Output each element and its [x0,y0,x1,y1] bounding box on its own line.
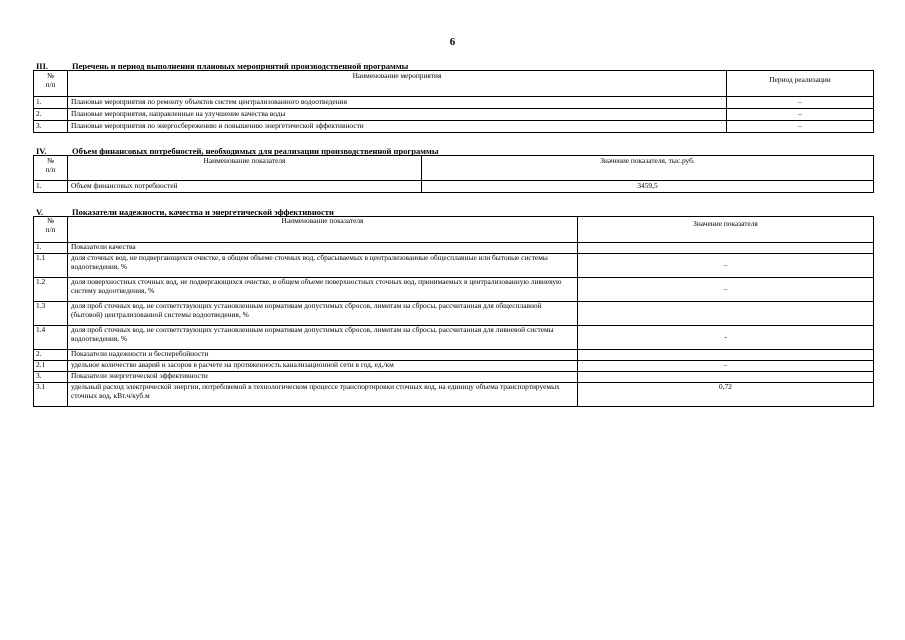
row-period: – [727,97,874,109]
section-5-number: V. [36,207,44,217]
row-num: 1.3 [34,302,68,326]
section-5-title: Показатели надежности, качества и энергетической эффективности [72,207,334,217]
header-period: Период реализации [727,71,874,97]
row-value: – [578,254,874,278]
section-3-title: Перечень и период выполнения плановых мероприятий производственной программы [72,61,409,71]
row-num: 3.1 [34,383,68,407]
section-4-title: Объем финансовых потребностей, необходимых для реализации производственной программы [72,146,439,156]
row-name: доля проб сточных вод, не соответствующих установленным нормативам допустимых сбросов, лимитам на сбросы, рассчитанная для общесплавной (бытовой) централизованной системы водоотведения, % [68,302,578,326]
row-num: 1. [34,243,68,254]
row-num: 2.1 [34,361,68,372]
row-num: 1.1 [34,254,68,278]
table-row [34,350,874,361]
section-5-table [33,216,874,407]
table-header-row [34,71,874,97]
table-row [34,97,874,109]
row-name: удельное количество аварий и засоров в расчете на протяженность канализационной сети в год, ед./км [68,361,578,372]
row-name: Плановые мероприятия по энергосбережению и повышению энергетической эффективности [68,121,727,133]
row-value [578,243,874,254]
row-value [578,350,874,361]
row-name: Объем финансовых потребностей [68,181,422,193]
table-row [34,383,874,407]
table-header-row [34,156,874,181]
row-name: доля поверхностных сточных вод, не подвергающихся очистке, в общем объеме поверхностных сточных вод, принимаемых в централизованную ливневую систему водоотведения, % [68,278,578,302]
row-name: Плановые мероприятия, направленные на улучшение качества воды [68,109,727,121]
row-name: Показатели качества [68,243,578,254]
section-4-table [33,155,874,193]
header-num: № п/п [34,71,68,97]
row-name: Показатели надежности и бесперебойности [68,350,578,361]
row-name: доля сточных вод, не подвергающихся очистке, в общем объеме сточных вод, сбрасываемых в централизованные общесплавные или бытовые системы водоотведения, % [68,254,578,278]
header-name: Наименование показателя [68,156,422,181]
section-3-number: III. [36,61,49,71]
table-row [34,121,874,133]
row-name: Плановые мероприятия по ремонту объектов систем централизованного водоотведения [68,97,727,109]
row-num: 1. [34,181,68,193]
row-value: – [578,361,874,372]
row-num: 1.4 [34,326,68,350]
table-row [34,361,874,372]
row-period: – [727,121,874,133]
table-header-row [34,217,874,243]
row-name: удельный расход электрической энергии, потребляемой в технологическом процессе транспортировки сточных вод, на единицу объема транспортируемых сточных вод, кВт.ч/куб.м [68,383,578,407]
row-num: 3. [34,372,68,383]
row-num: 2. [34,109,68,121]
table-row [34,372,874,383]
table-row [34,254,874,278]
row-value [578,372,874,383]
row-num: 1.2 [34,278,68,302]
row-num: 1. [34,97,68,109]
row-name: доля проб сточных вод, не соответствующих установленным нормативам допустимых сбросов, лимитам на сбросы, рассчитанная для ливневой системы водоотведения, % [68,326,578,350]
table-row [34,302,874,326]
table-row [34,243,874,254]
row-period: – [727,109,874,121]
row-value: 3459,5 [422,181,874,193]
row-name: Показатели энергетической эффективности [68,372,578,383]
row-value: – [578,278,874,302]
row-value: - [578,326,874,350]
table-row [34,181,874,193]
header-value: Значение показателя, тыс.руб. [422,156,874,181]
page-number: 6 [449,36,456,48]
row-value: 0,72 [578,383,874,407]
section-3-table [33,70,874,133]
header-name: Наименование мероприятия [68,71,727,97]
row-value [578,302,874,326]
row-num: 3. [34,121,68,133]
header-num: № п/п [34,217,68,243]
header-num: № п/п [34,156,68,181]
table-row [34,109,874,121]
table-row [34,326,874,350]
row-num: 2. [34,350,68,361]
table-row [34,278,874,302]
header-value: Значение показателя [578,217,874,243]
header-name: Наименование показателя [68,217,578,243]
section-4-number: IV. [36,146,47,156]
